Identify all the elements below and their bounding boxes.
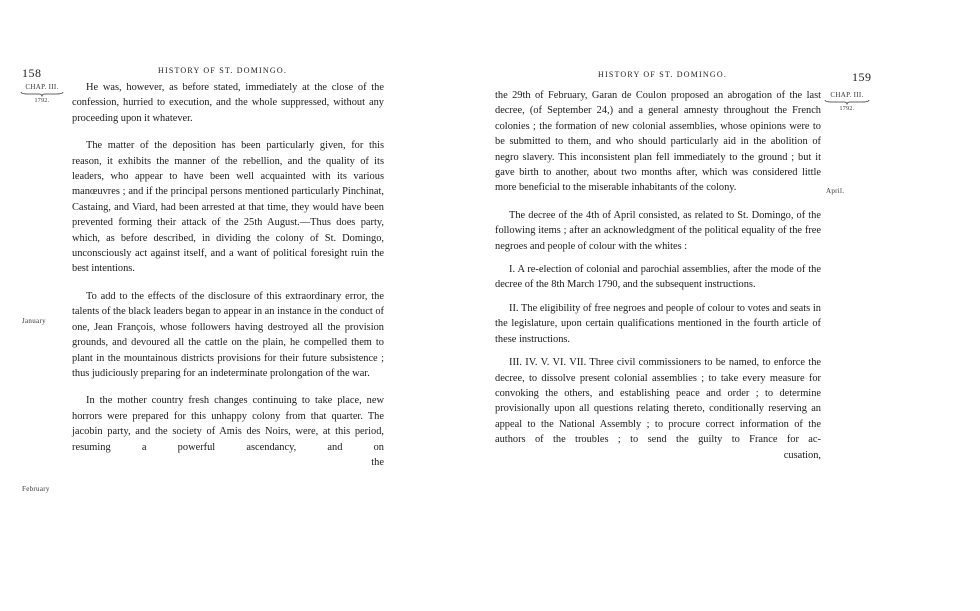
paragraph: To add to the effects of the disclosure of this extraordinary error, the talents of the black leaders began to appear in an instance in the conduct of one, Jean François, whose followers having destroyed all the provision grounds, and devoured all the cattle on the plain, he compelled them to plant in the mountainous districts provisions for their future subsistence ; thus judiciously preparing for an indeterminate prolongation of the war. bbox=[72, 290, 384, 379]
page-number: 159 bbox=[852, 70, 872, 84]
chapter-marker bbox=[20, 84, 64, 104]
paragraph: In the mother country fresh changes continuing to take place, new horrors were prepared for this unhappy colony from that quarter. The jacobin party, and the society of Amis des Noirs, were, at this period, resuming a powerful ascendancy, and on bbox=[72, 395, 384, 453]
left-page bbox=[0, 0, 470, 611]
catchword: the bbox=[371, 456, 384, 468]
paragraph: He was, however, as before stated, immediately at the close of the confession, hurried to execution, and the whole suppressed, without any proceeding upon it whatever. bbox=[72, 82, 384, 124]
left-body-text bbox=[72, 80, 384, 470]
paragraph: The matter of the deposition has been particularly given, for this reason, it exhibits the manner of the rebellion, and the quality of its leaders, who appear to have been well acquainted with its various manœuvres ; and if the principal persons mentioned particularly Pinchinat, Castaing, and Viard, had been arrested at that time, they would have been prevented forming their attack of the 25th August.—Thus does party, which, as before described, in dividing the colony of St. Domingo, unconsciously act against itself, and a want of political foresight ruin the best intentions. bbox=[72, 140, 384, 275]
right-page bbox=[490, 0, 980, 611]
paragraph: I. A re-election of colonial and parochial assemblies, after the mode of the decree of the 8th March 1790, and the subsequent instructions. bbox=[495, 264, 821, 291]
chapter-label: CHAP. III. bbox=[830, 91, 864, 99]
running-head: HISTORY OF ST. DOMINGO. bbox=[598, 70, 728, 79]
brace-icon bbox=[20, 91, 64, 97]
chapter-year: 1792. bbox=[839, 106, 855, 112]
chapter-label: CHAP. III. bbox=[25, 83, 59, 91]
margin-note-february: February bbox=[22, 485, 50, 493]
chapter-marker bbox=[824, 92, 870, 112]
paragraph: III. IV. V. VI. VII. Three civil commissioners to be named, to enforce the decree, to dissolve present colonial assemblies ; to take every measure for convoking the others, and establishing peace and order ; to determine provisionally upon all questions relating thereto, conditionally reserving an appeal to the National Assembly ; to procure correct information of the authors of the troubles ; to send the guilty to France for ac- bbox=[495, 357, 821, 446]
brace-icon bbox=[824, 99, 870, 105]
margin-note-april: April. bbox=[826, 187, 845, 195]
right-body-text bbox=[495, 88, 821, 463]
catchword: cusation, bbox=[783, 449, 821, 461]
running-head: HISTORY OF ST. DOMINGO. bbox=[158, 66, 288, 75]
page-number: 158 bbox=[22, 66, 42, 80]
paragraph: II. The eligibility of free negroes and people of colour to votes and seats in the legislature, upon certain qualifications mentioned in the fourth article of these instructions. bbox=[495, 302, 821, 345]
margin-note-january: January bbox=[22, 317, 46, 325]
paragraph: the 29th of February, Garan de Coulon proposed an abrogation of the last decree, (of September 24,) and a general amnesty throughout the French colonies ; the formation of new colonial assemblies, whose opinions were to be submitted to them, and who should particularly aid in the abolition of negro slavery. This inconsistent plan fell immediately to the ground ; but it gave birth to another, about two months after, which was considered little more beneficial to the miserable inhabitants of the colony. bbox=[495, 90, 821, 194]
paragraph: The decree of the 4th of April consisted, as related to St. Domingo, of the following items ; after an acknowledgment of the political equality of the free negroes and people of colour with the whites : bbox=[495, 209, 821, 252]
chapter-year: 1792. bbox=[34, 98, 50, 104]
